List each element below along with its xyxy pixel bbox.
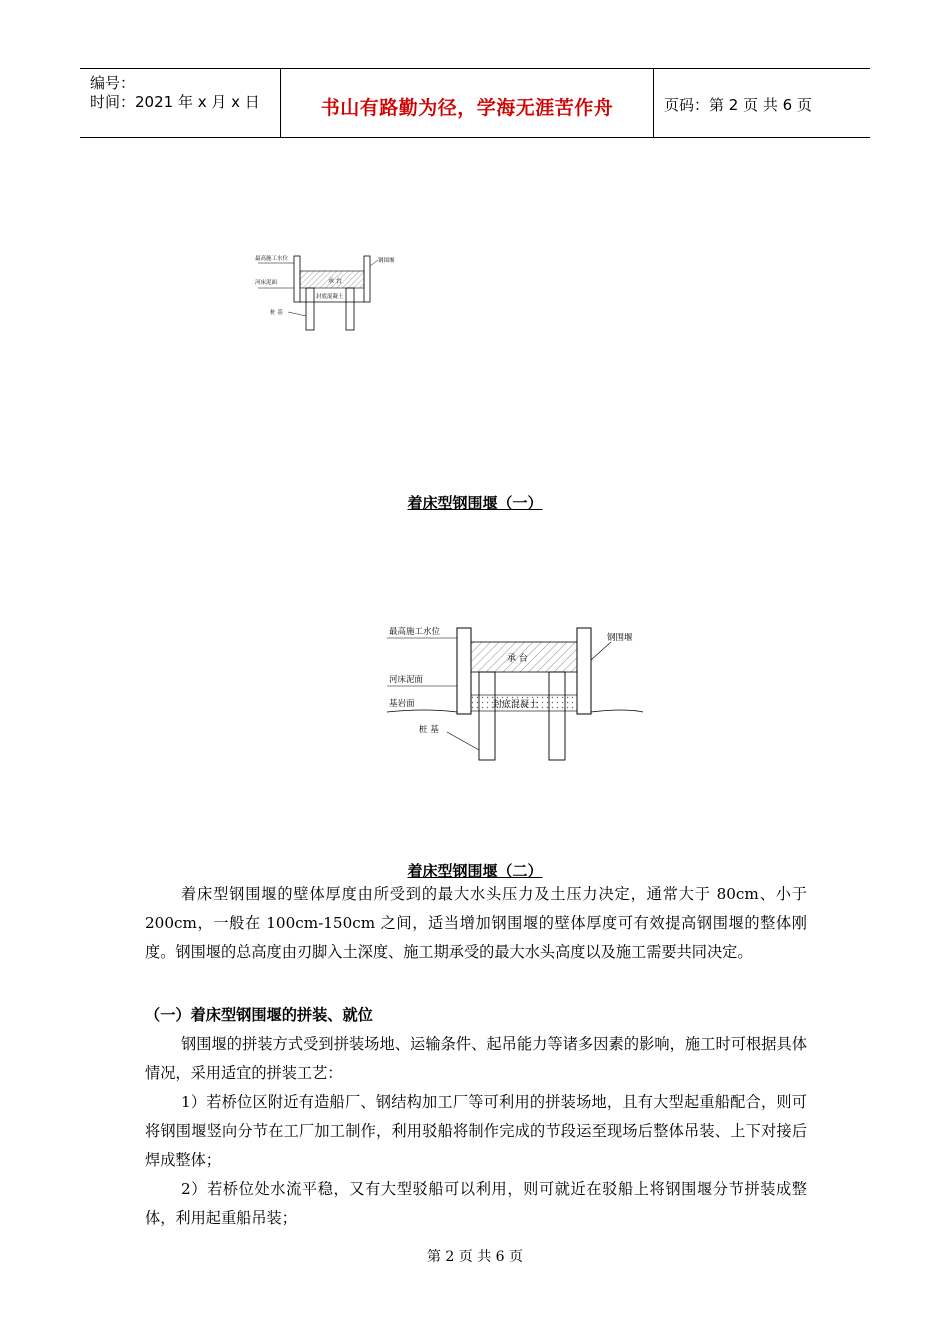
fig1-pile-label: 桩 基 [270,310,283,316]
page-header [80,68,870,138]
number-label: 编号： [90,74,136,92]
body-paragraph-2: 钢围堰的拼装方式受到拼装场地、运输条件、起吊能力等诸多因素的影响，施工时可根据具体情况，采用适宜的拼装工艺： [145,1035,807,1082]
fig2-cofferdam-label: 钢围堰 [607,633,633,643]
figure1-diagram [250,250,410,335]
fig2-water-level-label: 最高施工水位 [389,627,441,637]
time-label: 时间：2021 年 x 月 x 日 [90,93,260,111]
header-right-cell [654,69,870,137]
header-motto: 书山有路勤为径，学海无涯苦作舟 [320,97,614,119]
page-footer: 第 2 页 共 6 页 [426,1249,524,1265]
body-paragraph-1: 着床型钢围堰的壁体厚度由所受到的最大水头压力及土压力决定，通常大于 80cm、小于 200cm，一般在 100cm-150cm 之间，适当增加钢围堰的壁体厚度可有效提高钢围堰的整体刚度。钢围堰的总高度由刃脚入土深度、施工期承受的最大水头高度以及施工需要共同决定。 [145,885,807,961]
fig1-riverbed-label: 河床泥面 [255,280,278,286]
fig1-cap-label: 承 台 [328,278,342,285]
figure1-caption [0,492,950,513]
figure2-caption [0,860,950,881]
fig1-water-level-label: 最高施工水位 [255,256,289,262]
fig1-seal-label: 封底混凝土 [316,294,344,300]
figure1-caption-text: 着床型钢围堰（一） [407,494,543,512]
fig2-bedrock-label: 基岩面 [389,699,415,709]
header-page-info: 页码：第 2 页 共 6 页 [664,96,812,114]
figure2-caption-text: 着床型钢围堰（二） [407,862,543,880]
fig1-cofferdam-label: 钢围堰 [378,258,395,264]
fig2-seal-label: 封底混凝土 [493,700,539,710]
body-paragraph-3: 1）若桥位区附近有造船厂、钢结构加工厂等可利用的拼装场地，且有大型起重船配合，则可将钢围堰竖向分节在工厂加工制作，利用驳船将制作完成的节段运至现场后整体吊装、上下对接后焊成整体； [145,1093,807,1169]
fig2-riverbed-label: 河床泥面 [389,675,424,685]
figure2-diagram [385,620,645,765]
header-left-cell [80,69,280,137]
fig2-cap-label: 承 台 [507,654,528,664]
section-heading: （一）着床型钢围堰的拼装、就位 [145,1006,373,1024]
fig2-pile-label: 桩 基 [419,725,439,735]
header-center-cell [280,69,654,137]
body-paragraph-4: 2）若桥位处水流平稳，又有大型驳船可以利用，则可就近在驳船上将钢围堰分节拼装成整体，利用起重船吊装； [145,1180,807,1227]
